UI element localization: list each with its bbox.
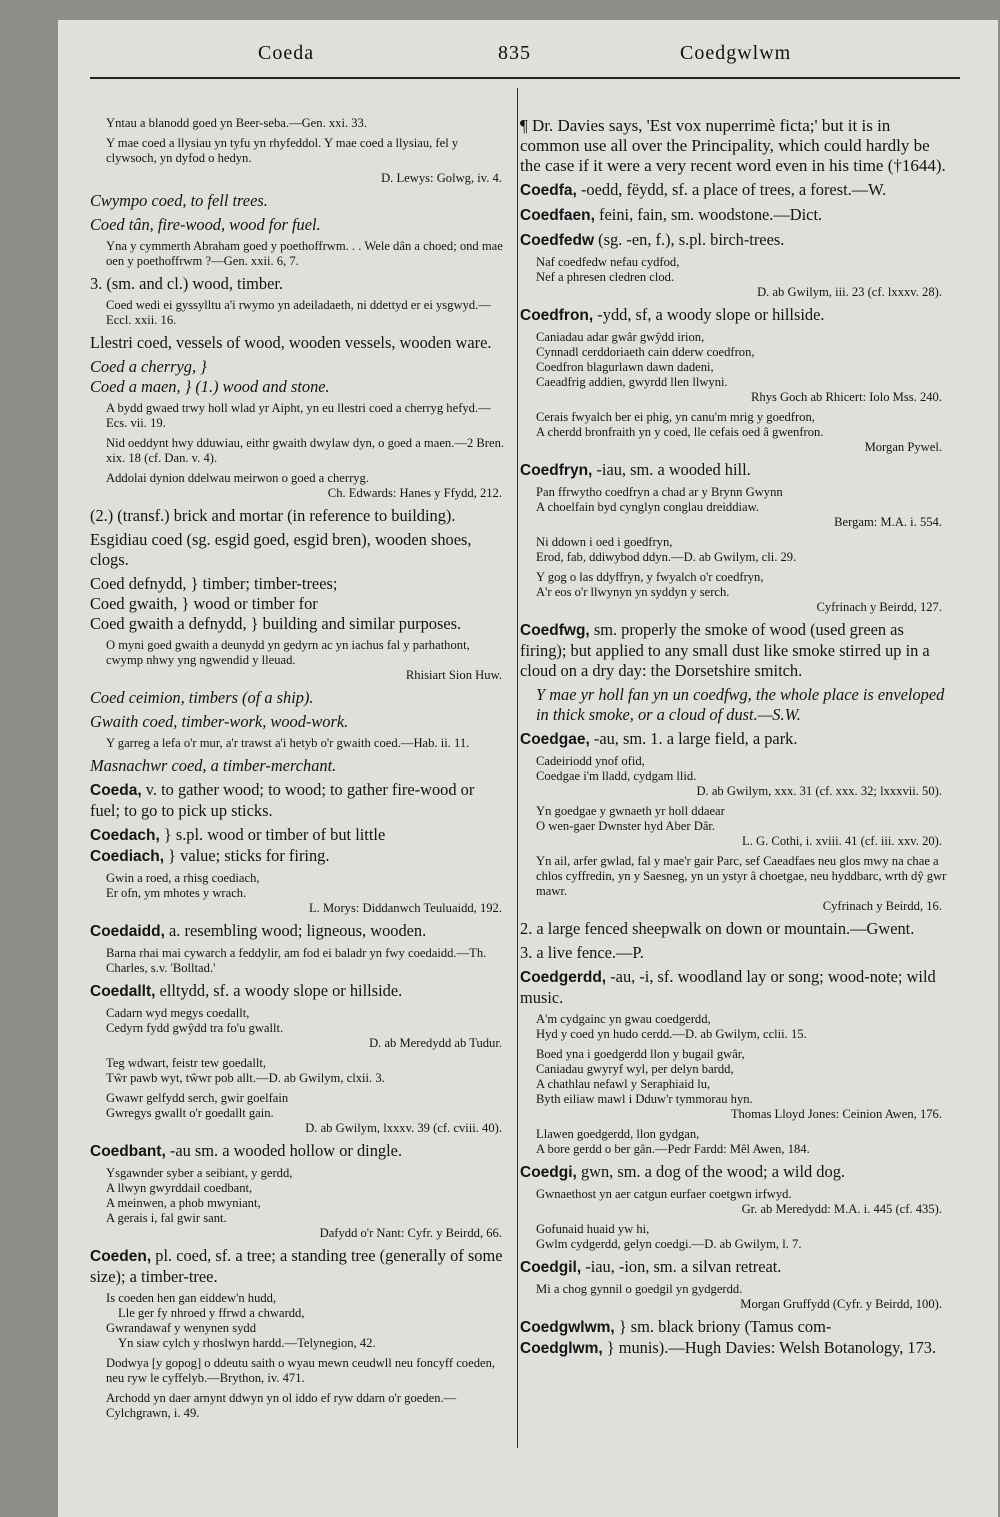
verse-line: A bore gerdd o ber gân.—Pedr Fardd: Mêl Awen, 184. [536, 1142, 810, 1156]
note-paragraph: ¶ Dr. Davies says, 'Est vox nuperrimè ficta;' but it is in common use all over the Principality, which could hardly be the case if it were a very recent word even in his time (†1644). [520, 116, 946, 175]
verse-line: Gwrandawaf y wenynen sydd [106, 1321, 257, 1335]
phrase: Coed gwaith a defnydd, } building and similar purposes. [90, 614, 462, 633]
quote: Y garreg a lefa o'r mur, a'r trawst a'i hetyb o'r gwaith coed.—Hab. ii. 11. [106, 736, 470, 750]
entry-coedbant: Coedbant, -au sm. a wooded hollow or dingle. [90, 1141, 403, 1160]
headword: Coedbant, [90, 1143, 166, 1160]
verse-line: Naf coedfedw nefau cydfod, [536, 255, 680, 269]
citation: Ch. Edwards: Hanes y Ffydd, 212. [327, 486, 502, 500]
citation: D. ab Gwilym, iii. 23 (cf. lxxxv. 28). [757, 285, 942, 299]
citation: Cyfrinach y Beirdd, 16. [822, 899, 942, 913]
entry-coedgwlwm: Coedgwlwm, } sm. black briony (Tamus com- [520, 1317, 832, 1336]
entry-coedfedw: Coedfedw (sg. -en, f.), s.pl. birch-trees. [520, 230, 785, 249]
entry-text: Coeda, v. to gather wood; to wood; to gather fire-wood or fuel; to go to pick up sticks. [90, 780, 475, 820]
entry-coedgil: Coedgil, -iau, -ion, sm. a silvan retreat. [520, 1257, 782, 1276]
verse-line: Is coeden hen gan eiddew'n hudd, [106, 1291, 277, 1305]
quote: Gwnaethost yn aer catgun eurfaer coetgwn irfwyd. [536, 1187, 792, 1201]
citation: D. Lewys: Golwg, iv. 4. [381, 171, 502, 185]
phrase: Coed a cherryg, } [90, 357, 207, 376]
phrase: Coed gwaith, } wood or timber for [90, 594, 318, 613]
verse-line: Cerais fwyalch ber ei phig, yn canu'm mrig y goedfron, [536, 410, 815, 424]
right-column [520, 116, 948, 1363]
headword: Coedgwlwm, [520, 1319, 615, 1336]
sense: (2.) (transf.) brick and mortar (in reference to building). [90, 506, 456, 525]
entry-coedaidd: Coedaidd, a. resembling wood; ligneous, wooden. [90, 921, 427, 940]
entry-coediach: Coediach, } value; sticks for firing. [90, 846, 330, 865]
entry-coedfryn: Coedfryn, -iau, sm. a wooded hill. [520, 460, 751, 479]
verse-line: Y gog o las ddyffryn, y fwyalch o'r coedfryn, [536, 570, 764, 584]
verse-line: A llwyn gwyrddail coedbant, [106, 1181, 253, 1195]
citation: D. ab Meredydd ab Tudur. [369, 1036, 502, 1050]
verse-line: A choelfain byd cynglyn conglau dreiddiaw. [536, 500, 760, 514]
quote: Yntau a blanodd goed yn Beer-seba.—Gen. xxi. 33. [106, 116, 368, 130]
verse-line: Gwlm cydgerdd, gelyn coedgi.—D. ab Gwilym, l. 7. [536, 1237, 802, 1251]
phrase: Gwaith coed, timber-work, wood-work. [90, 712, 349, 731]
quote: Archodd yn daer arnynt ddwyn yn ol iddo ef ryw ddarn o'r goeden.—Cylchgrawn, i. 49. [106, 1391, 457, 1420]
quote: O myni goed gwaith a deunydd yn gedyrn ac yn iachus fal y parhathont, cwymp nhwy yng ngwendid y lleuad. [106, 638, 470, 667]
verse-line: A'm cydgainc yn gwau coedgerdd, [536, 1012, 711, 1026]
verse-line: Gwregys gwallt o'r goedallt gain. [106, 1106, 274, 1120]
headword: Coediach, [90, 848, 165, 865]
verse-line: Caniadau adar gwâr gwŷdd irion, [536, 330, 705, 344]
citation: Morgan Pywel. [864, 440, 942, 454]
phrase: Esgidiau coed (sg. esgid goed, esgid bren), wooden shoes, clogs. [90, 530, 472, 569]
verse-line: Gofunaid huaid yw hi, [536, 1222, 650, 1236]
entry-coedgi: Coedgi, gwn, sm. a dog of the wood; a wild dog. [520, 1162, 845, 1181]
quote: Yna y cymmerth Abraham goed y poethoffrwm. . . Wele dân a choed; ond mae oen y poethoffrwm ?—Gen. xxii. 6, 7. [106, 239, 503, 268]
sense: 3. a live fence.—P. [520, 943, 644, 962]
phrase: Coed defnydd, } timber; timber-trees; [90, 574, 338, 593]
headword: Coedgil, [520, 1259, 582, 1276]
headword: Coedfryn, [520, 462, 593, 479]
sense: 3. (sm. and cl.) wood, timber. [90, 274, 284, 293]
verse-line: Caeadfrig addien, gwyrdd llen llwyni. [536, 375, 728, 389]
verse-line: Pan ffrwytho coedfryn a chad ar y Brynn Gwynn [536, 485, 783, 499]
entry-coedach: Coedach, } s.pl. wood or timber of but little [90, 825, 386, 844]
quote: Dodwya [y gopog] o ddeutu saith o wyau mewn ceudwll neu foncyff coeden, neu ryw le cyffelyb.—Brython, iv. 471. [106, 1356, 496, 1385]
verse-line: Nef a phresen cledren clod. [536, 270, 675, 284]
citation: Morgan Gruffydd (Cyfr. y Beirdd, 100). [740, 1297, 942, 1311]
verse-line: Cadeiriodd ynof ofid, [536, 754, 645, 768]
headword: Coedglwm, [520, 1340, 603, 1357]
citation: Dafydd o'r Nant: Cyfr. y Beirdd, 66. [319, 1226, 502, 1240]
headword: Coedfwg, [520, 622, 590, 639]
entry-coedgae: Coedgae, -au, sm. 1. a large field, a park. [520, 729, 798, 748]
verse-line: A cherdd bronfraith yn y coed, lle cefais oed â gwenfron. [536, 425, 824, 439]
verse-line: Yn siaw cylch y rhoslwyn hardd.—Telynegion, 42. [118, 1336, 376, 1350]
verse-line: Cynnadl cerddoriaeth cain dderw coedfron, [536, 345, 755, 359]
entry-coedallt: Coedallt, elltydd, sf. a woody slope or hillside. [90, 981, 403, 1000]
citation: Cyfrinach y Beirdd, 127. [816, 600, 942, 614]
verse-line: A chathlau nefawl y Seraphiaid lu, [536, 1077, 711, 1091]
verse-line: Ysgawnder syber a seibiant, y gerdd, [106, 1166, 293, 1180]
phrase: Masnachwr coed, a timber-merchant. [90, 756, 337, 775]
entry-coeda [90, 780, 508, 821]
quote: Yn ail, arfer gwlad, fal y mae'r gair Parc, sef Caeadfaes neu glos mwy na chae a chlos cyffredin, yn y Saesneg, yn un ystyr â choetgae, neu hyddbarc, wrth dŷ gwr mawr. [536, 854, 947, 898]
citation: L. Morys: Diddanwch Teuluaidd, 192. [308, 901, 502, 915]
quote: A bydd gwaed trwy holl wlad yr Aipht, yn eu llestri coed a cherryg hefyd.—Ecs. vii. 19. [106, 401, 491, 430]
page-number: 835 [498, 42, 531, 64]
verse-line: O wen-gaer Dwnster hyd Aber Dâr. [536, 819, 716, 833]
entry-coedgerdd: Coedgerdd, -au, -i, sf. woodland lay or song; wood-note; wild music. [520, 967, 936, 1007]
phrase: Y mae yr holl fan yn un coedfwg, the whole place is enveloped in thick smoke, or a cloud of dust.—S.W. [536, 685, 945, 724]
sense: 2. a large fenced sheepwalk on down or mountain.—Gwent. [520, 919, 915, 938]
citation: Bergam: M.A. i. 554. [834, 515, 942, 529]
quote: Barna rhai mai cywarch a feddylir, am fod ei baladr yn fwy coedaidd.—Th. Charles, s.v. 'Bolltad.' [106, 946, 487, 975]
headword: Coedgae, [520, 731, 590, 748]
column-divider [517, 88, 518, 1448]
headword: Coedaidd, [90, 923, 165, 940]
entry-coedfaen: Coedfaen, feini, fain, sm. woodstone.—Dict. [520, 205, 823, 224]
quote: Mi a chog gynnil o goedgil yn gydgerdd. [536, 1282, 743, 1296]
running-head-left: Coeda [258, 42, 315, 64]
citation: Rhisiart Sion Huw. [405, 668, 502, 682]
entry-coedfwg: Coedfwg, sm. properly the smoke of wood (used green as firing); but applied to any small dust like smoke stirred up in a cloud on a dry day: the Dorsetshire smitch. [520, 620, 930, 680]
entry-coedfa: Coedfa, -oedd, fëydd, sf. a place of trees, a forest.—W. [520, 180, 887, 199]
headword: Coedgi, [520, 1164, 577, 1181]
quote: Nid oeddynt hwy dduwiau, eithr gwaith dwylaw dyn, o goed a maen.—2 Bren. xix. 18 (cf. Dan. v. 4). [106, 436, 505, 465]
headword: Coedgerdd, [520, 969, 607, 986]
headword: Coeda, [90, 782, 142, 799]
verse-line: Gwin a roed, a rhisg coediach, [106, 871, 260, 885]
verse-line: Gwawr gelfydd serch, gwir goelfain [106, 1091, 289, 1105]
verse-line: A'r eos o'r llwynyn yn syddyn y serch. [536, 585, 730, 599]
headword: Coedfaen, [520, 207, 595, 224]
citation: Gr. ab Meredydd: M.A. i. 445 (cf. 435). [741, 1202, 942, 1216]
verse-line: Yn goedgae y gwnaeth yr holl ddaear [536, 804, 725, 818]
verse-line: Tŵr pawb wyt, tŵwr pob allt.—D. ab Gwilym, clxii. 3. [106, 1071, 385, 1085]
quote: Addolai dynion ddelwau meirwon o goed a cherryg. [106, 471, 369, 485]
verse-line: Cedyrn fydd gwŷdd tra fo'u gwallt. [106, 1021, 284, 1035]
verse-line: Erod, fab, ddiwybod ddyn.—D. ab Gwilym, cli. 29. [536, 550, 797, 564]
verse-line: Caniadau gwyryf wyl, per delyn bardd, [536, 1062, 734, 1076]
citation: D. ab Gwilym, lxxxv. 39 (cf. cviii. 40). [305, 1121, 502, 1135]
verse-line: Ni ddown i oed i goedfryn, [536, 535, 673, 549]
verse-line: Lle ger fy nhroed y ffrwd a chwardd, [118, 1306, 305, 1320]
verse-line: A gerais i, fal gwir sant. [106, 1211, 227, 1225]
entry-coedfron: Coedfron, -ydd, sf, a woody slope or hillside. [520, 305, 825, 324]
citation: L. G. Cothi, i. xviii. 41 (cf. iii. xxv. 20). [742, 834, 942, 848]
verse-line: Coedgae i'm lladd, cydgam llid. [536, 769, 697, 783]
verse-line: Cadarn wyd megys coedallt, [106, 1006, 250, 1020]
verse-line: Er ofn, ym mhotes y wrach. [106, 886, 247, 900]
quote: Y mae coed a llysiau yn tyfu yn rhyfeddol. Y mae coed a llysiau, fel y clywsoch, yn dyfod o hedyn. [106, 136, 459, 165]
running-head-right: Coedgwlwm [680, 42, 792, 64]
header-rule [90, 77, 960, 79]
verse-line: Byth eiliaw mawl i Dduw'r tymmorau hyn. [536, 1092, 753, 1106]
headword: Coedallt, [90, 983, 156, 1000]
verse-line: Coedfron blagurlawn dawn dadeni, [536, 360, 714, 374]
phrase: Coed ceimion, timbers (of a ship). [90, 688, 314, 707]
citation: Thomas Lloyd Jones: Ceinion Awen, 176. [730, 1107, 942, 1121]
verse-line: Llawen goedgerdd, llon gydgan, [536, 1127, 700, 1141]
headword: Coedfa, [520, 182, 577, 199]
left-column [90, 116, 508, 1426]
phrase: Cwympo coed, to fell trees. [90, 191, 268, 210]
phrase: Coed a maen, } (1.) wood and stone. [90, 377, 330, 396]
entry-coeden: Coeden, pl. coed, sf. a tree; a standing tree (generally of some size); a timber-tree. [90, 1246, 503, 1286]
phrase: Coed tân, fire-wood, wood for fuel. [90, 215, 321, 234]
headword: Coedfron, [520, 307, 594, 324]
quote: Coed wedi ei gyssylltu a'i rwymo yn adeiladaeth, ni ddettyd er ei ysgwyd.—Eccl. xxii. 16. [106, 298, 491, 327]
verse-line: Teg wdwart, feistr tew goedallt, [106, 1056, 266, 1070]
citation: Rhys Goch ab Rhicert: Iolo Mss. 240. [751, 390, 942, 404]
headword: Coedfedw [520, 232, 595, 249]
phrase: Llestri coed, vessels of wood, wooden vessels, wooden ware. [90, 333, 492, 352]
verse-line: Hyd y coed yn hudo cerdd.—D. ab Gwilym, cclii. 15. [536, 1027, 807, 1041]
headword: Coeden, [90, 1248, 152, 1265]
verse-line: A meinwen, a phob mwyniant, [106, 1196, 261, 1210]
headword: Coedach, [90, 827, 160, 844]
citation: D. ab Gwilym, xxx. 31 (cf. xxx. 32; lxxxvii. 50). [696, 784, 942, 798]
entry-coedglwm: Coedglwm, } munis).—Hugh Davies: Welsh Botanology, 173. [520, 1338, 937, 1357]
verse-line: Boed yna i goedgerdd llon y bugail gwâr, [536, 1047, 745, 1061]
